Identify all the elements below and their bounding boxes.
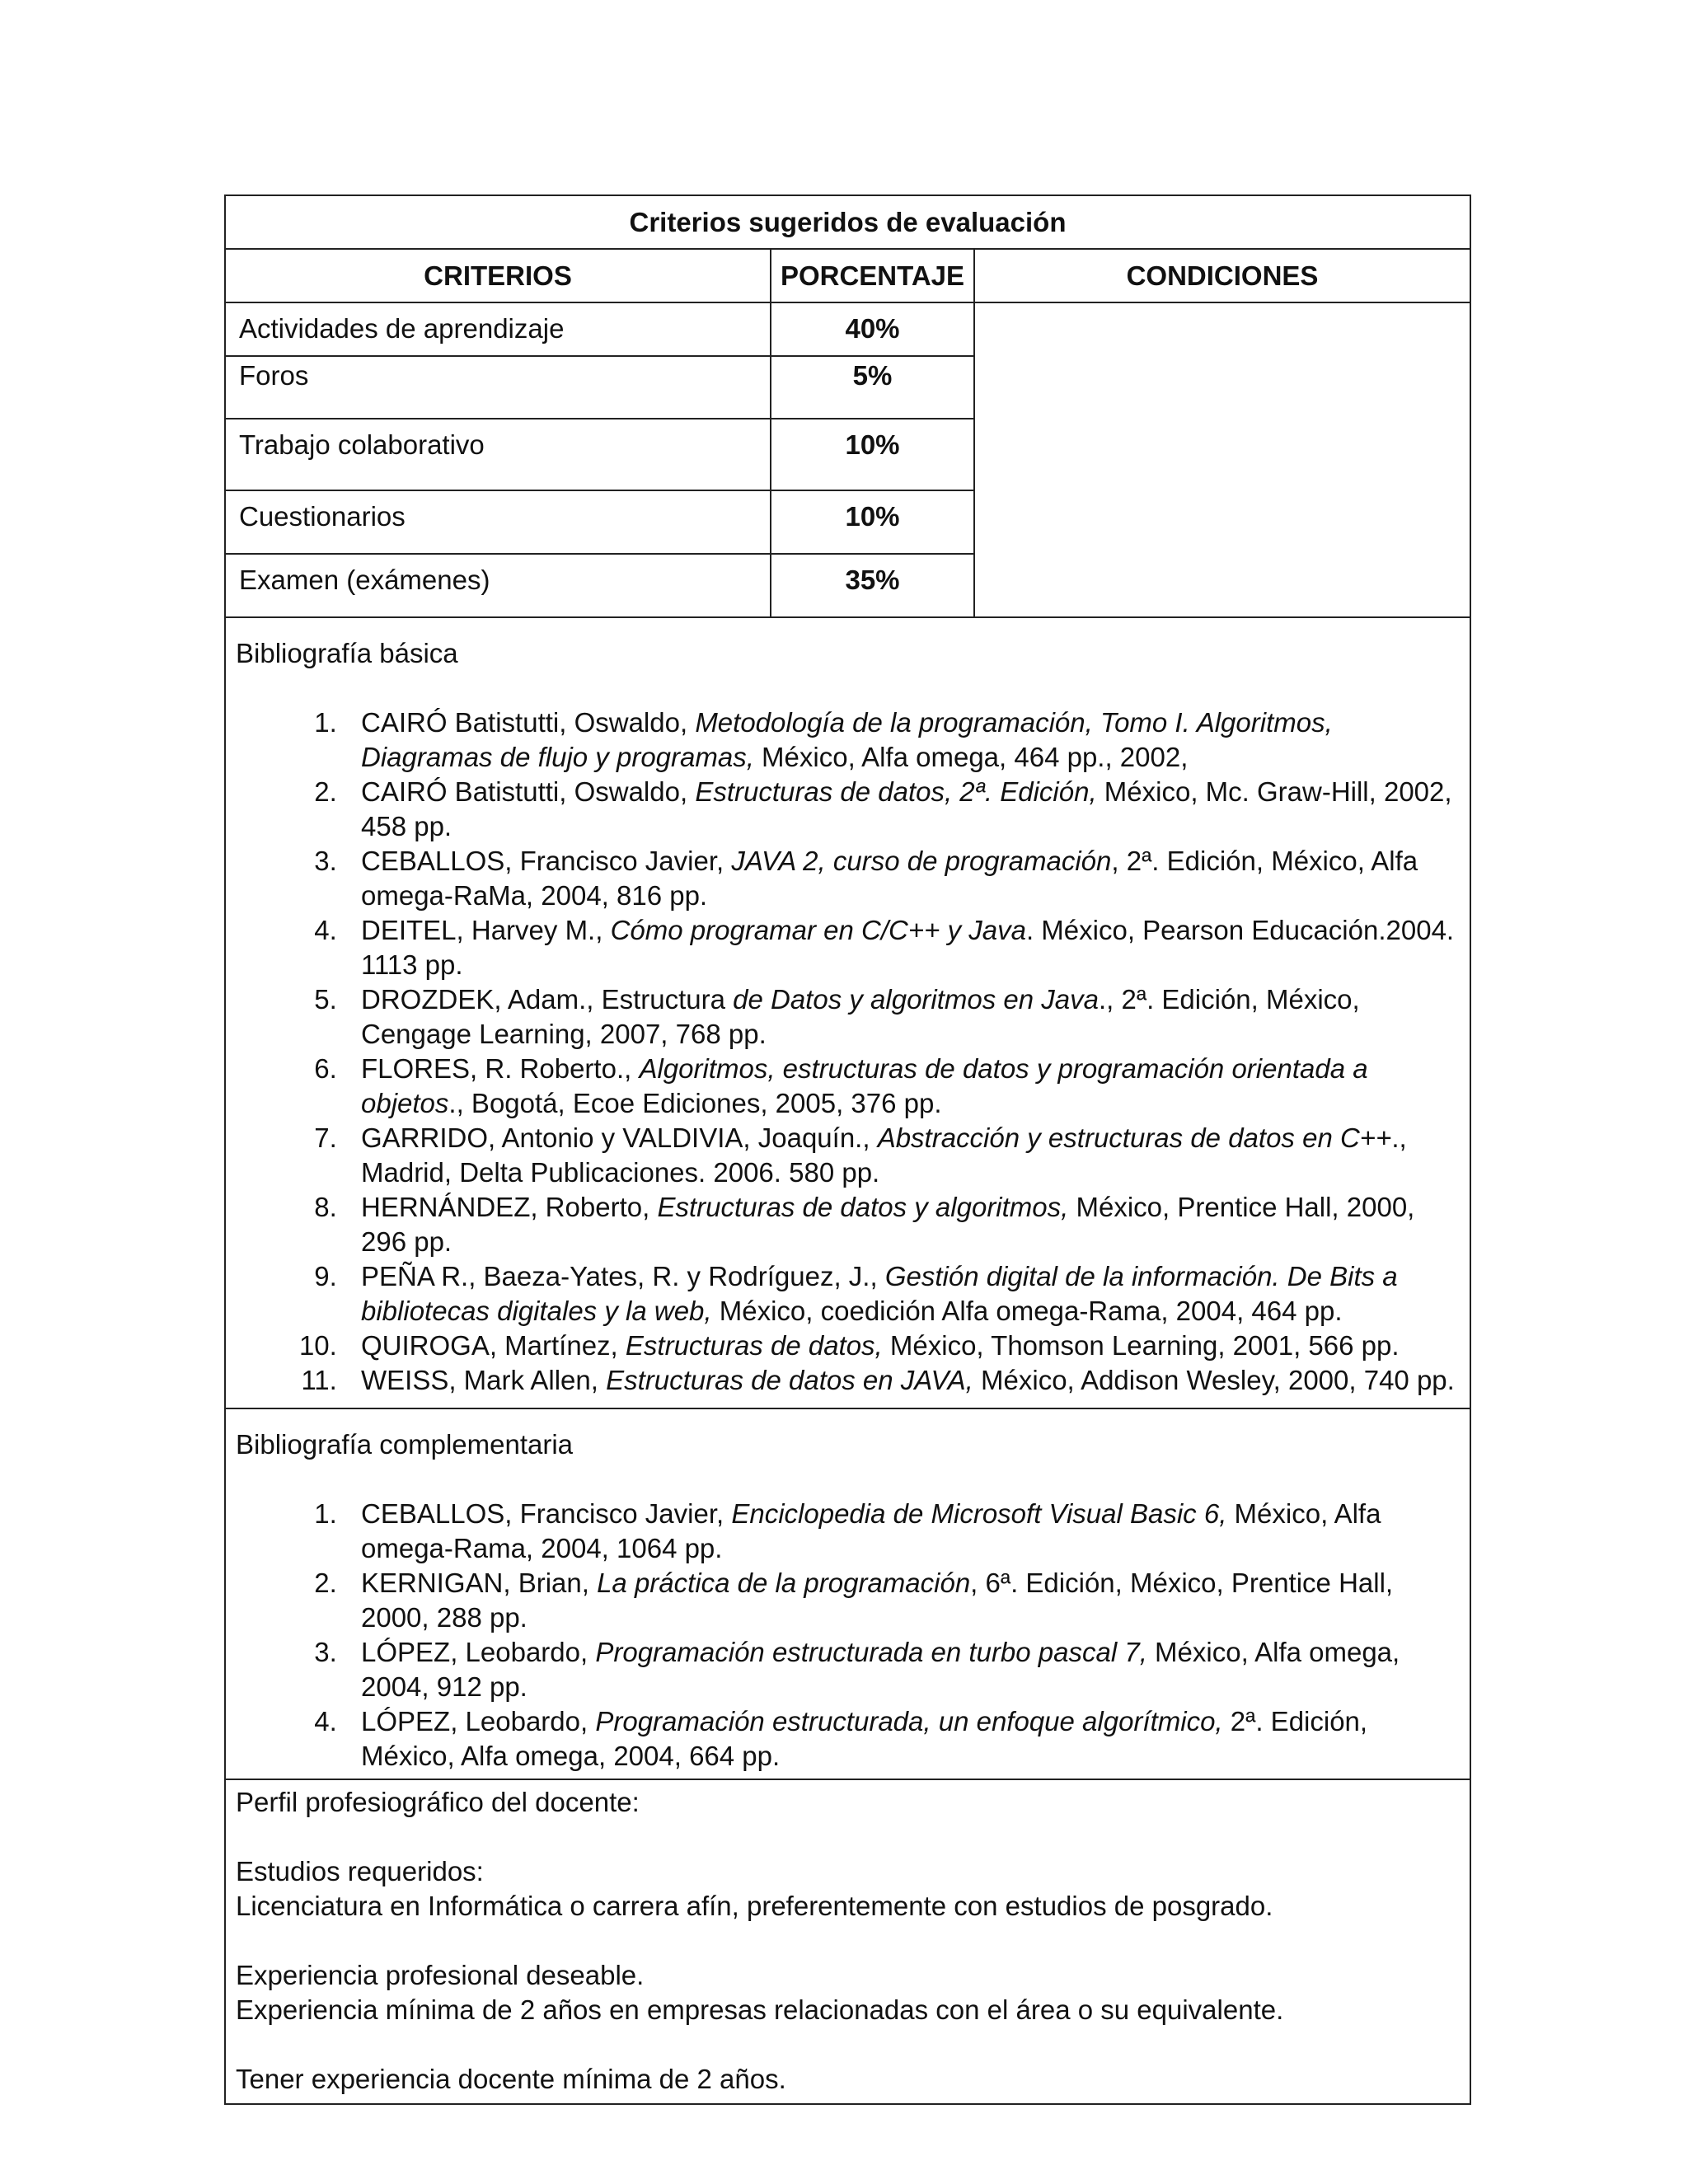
list-item: 3. CEBALLOS, Francisco Javier, JAVA 2, curso de programación, 2ª. Edición, México, Alfa omega-RaMa, 2004, 816 pp. <box>345 844 1460 913</box>
list-item: 8. HERNÁNDEZ, Roberto, Estructuras de datos y algoritmos, México, Prentice Hall, 2000, 296 pp. <box>345 1190 1460 1259</box>
list-item: 3. LÓPEZ, Leobardo, Programación estructurada en turbo pascal 7, México, Alfa omega, 2004, 912 pp. <box>345 1635 1460 1704</box>
list-item: 2. CAIRÓ Batistutti, Oswaldo, Estructuras de datos, 2ª. Edición, México, Mc. Graw-Hill, 2002, 458 pp. <box>345 775 1460 844</box>
condiciones-cell <box>975 303 1470 618</box>
porcentaje-cell: 5% <box>771 357 975 419</box>
table-title: Criterios sugeridos de evaluación <box>226 196 1470 250</box>
list-item: 4. LÓPEZ, Leobardo, Programación estructurada, un enfoque algorítmico, 2ª. Edición, México, Alfa omega, 2004, 664 pp. <box>345 1704 1460 1774</box>
experiencia-label: Experiencia profesional deseable. <box>236 1960 645 1990</box>
list-item: 6. FLORES, R. Roberto., Algoritmos, estructuras de datos y programación orientada a objetos., Bogotá, Ecoe Ediciones, 2005, 376 pp. <box>345 1052 1460 1121</box>
section-heading: Bibliografía complementaria <box>236 1429 574 1460</box>
list-item: 4. DEITEL, Harvey M., Cómo programar en C/C++ y Java. México, Pearson Educación.2004. 1113 pp. <box>345 913 1460 982</box>
experiencia-text: Experiencia mínima de 2 años en empresas relacionadas con el área o su equivalente. <box>236 1994 1284 2025</box>
criterio-cell: Foros <box>226 357 771 419</box>
list-item: 5. DROZDEK, Adam., Estructura de Datos y algoritmos en Java., 2ª. Edición, México, Cengage Learning, 2007, 768 pp. <box>345 982 1460 1052</box>
criterio-cell: Examen (exámenes) <box>226 555 771 618</box>
porcentaje-cell: 40% <box>771 303 975 357</box>
porcentaje-cell: 10% <box>771 419 975 491</box>
section-heading: Perfil profesiográfico del docente: <box>236 1787 640 1817</box>
column-header-condiciones: CONDICIONES <box>975 250 1470 303</box>
section-heading: Bibliografía básica <box>236 638 458 668</box>
reference-list <box>236 1497 1460 1774</box>
criterio-cell: Actividades de aprendizaje <box>226 303 771 357</box>
bibliografia-basica <box>226 618 1470 1409</box>
list-item: 2. KERNIGAN, Brian, La práctica de la programación, 6ª. Edición, México, Prentice Hall, 2000, 288 pp. <box>345 1566 1460 1635</box>
criteria-table <box>226 250 1470 618</box>
criterio-cell: Trabajo colaborativo <box>226 419 771 491</box>
perfil-docente <box>226 1780 1470 2103</box>
list-item: 10. QUIROGA, Martínez, Estructuras de datos, México, Thomson Learning, 2001, 566 pp. <box>345 1329 1460 1363</box>
reference-list <box>236 705 1460 1398</box>
evaluation-document <box>224 194 1471 2105</box>
list-item: 7. GARRIDO, Antonio y VALDIVIA, Joaquín., Abstracción y estructuras de datos en C++., Madrid, Delta Publicaciones. 2006. 580 pp. <box>345 1121 1460 1190</box>
estudios-label: Estudios requeridos: <box>236 1856 484 1886</box>
porcentaje-cell: 35% <box>771 555 975 618</box>
docente-text: Tener experiencia docente mínima de 2 años. <box>236 2064 786 2094</box>
estudios-text: Licenciatura en Informática o carrera afín, preferentemente con estudios de posgrado. <box>236 1891 1273 1921</box>
list-item: 9. PEÑA R., Baeza-Yates, R. y Rodríguez, J., Gestión digital de la información. De Bits a bibliotecas digitales y la web, México, coedición Alfa omega-Rama, 2004, 464 pp. <box>345 1259 1460 1329</box>
bibliografia-complementaria <box>226 1409 1470 1780</box>
porcentaje-cell: 10% <box>771 491 975 555</box>
list-item: 11. WEISS, Mark Allen, Estructuras de datos en JAVA, México, Addison Wesley, 2000, 740 pp. <box>345 1363 1460 1398</box>
list-item: 1. CAIRÓ Batistutti, Oswaldo, Metodología de la programación, Tomo I. Algoritmos, Diagramas de flujo y programas, México, Alfa omega, 464 pp., 2002, <box>345 705 1460 775</box>
criterio-cell: Cuestionarios <box>226 491 771 555</box>
column-header-porcentaje: PORCENTAJE <box>771 250 975 303</box>
column-header-criterios: CRITERIOS <box>226 250 771 303</box>
list-item: 1. CEBALLOS, Francisco Javier, Enciclopedia de Microsoft Visual Basic 6, México, Alfa omega-Rama, 2004, 1064 pp. <box>345 1497 1460 1566</box>
